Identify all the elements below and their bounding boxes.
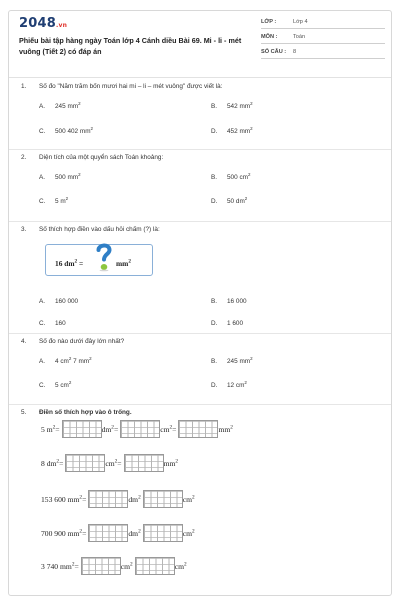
answer-box[interactable] xyxy=(135,557,175,575)
equation-left: 16 $dm^2$ = xyxy=(55,258,84,268)
exponent: 2 xyxy=(138,527,141,534)
fill-row-text: 3 740 $mm^2$ xyxy=(41,560,75,571)
divider xyxy=(9,221,391,222)
divider xyxy=(9,333,391,334)
fill-row xyxy=(41,490,195,508)
fill-row-text: = xyxy=(59,458,64,468)
fill-row xyxy=(41,524,195,542)
option-b[interactable]: B. 542 $mm^2$ xyxy=(211,100,253,110)
exponent: 2 xyxy=(130,560,133,567)
meta-subject: MÔN : Toán xyxy=(261,32,385,44)
fill-row-text: = xyxy=(172,424,177,434)
exponent: 2 xyxy=(71,560,75,567)
fill-row-text: $dm^2$ xyxy=(101,423,114,434)
exponent: 2 xyxy=(169,423,173,430)
fill-row-text: $cm^2$ xyxy=(160,423,173,434)
exponent: 2 xyxy=(192,527,195,534)
option-a[interactable]: A. 500 $mm^2$ xyxy=(39,171,81,181)
question-text: Số thích hợp điền vào dấu hỏi chấm (?) là: xyxy=(39,226,160,233)
fill-row-text: 8 $dm^2$ xyxy=(41,457,60,468)
header-divider xyxy=(9,77,391,78)
exponent: 2 xyxy=(79,527,83,534)
divider xyxy=(9,404,391,405)
answer-box[interactable] xyxy=(124,454,164,472)
fill-row xyxy=(41,420,233,438)
fill-row-text: = xyxy=(117,458,122,468)
exponent: 2 xyxy=(52,423,56,430)
answer-box[interactable] xyxy=(88,490,128,508)
exponent: 2 xyxy=(79,493,83,500)
question-mark-icon xyxy=(95,242,113,272)
option-d[interactable]: D. 452 $mm^2$ xyxy=(211,125,253,135)
exponent: 2 xyxy=(111,423,114,430)
exponent: 2 xyxy=(230,423,233,430)
question-text: Diện tích của một quyển sách Toán khoảng: xyxy=(39,154,164,161)
fill-row-text: $cm^2$ xyxy=(182,527,195,538)
option-a[interactable]: A. 160 000 xyxy=(39,298,79,305)
meta-grade: LỚP : Lớp 4 xyxy=(261,17,385,29)
fill-row xyxy=(41,454,178,472)
site-logo[interactable]: 2048.vn xyxy=(19,16,68,31)
meta-question-count: SỐ CÂU : 8 xyxy=(261,47,385,59)
option-b[interactable]: B. 245 $mm^2$ xyxy=(211,355,253,365)
option-c[interactable]: C. 500 402 $mm^2$ xyxy=(39,125,94,135)
fill-row-text: = xyxy=(113,424,119,434)
fill-row-text: $dm^2$ xyxy=(128,527,141,538)
worksheet-page: 2048.vn Phiếu bài tập hàng ngày Toán lớp 4 Cánh diều Bài 69. Mi - li - mét vuông (Tiết 2) có đáp án LỚP : Lớp 4 MÔN : Toán SỐ CÂU : 8 1. Số đo "Năm trăm bốn mươi hai mi – li – mét vuông" được viết là: A. 245 $mm^2$ B. 542 $mm^2$ C. 500 402 $mm^2$ D. 452 $mm^2$ 2. Diện tích của một quyển sách Toán khoảng: A. 500 $mm^2$ B. 500 $cm^2$ C. 5 $m^2$ D. 50 $dm^2$ 3. Số thích hợp điền vào dấu hỏi chấm (?) là: 16 $dm^2$ = $mm^2$ A. 160 000 B. 16 000 C. 160 D. 1 600 4. Số đo nào dưới đây lớn nhất? A. 4 $cm^2$ 7 $mm^2$ B. 245 $mm^2$ C. 5 $cm^2$ D. 12 $cm^2$ 5. Điền số thích hợp vào ô trống. 5 $m^2$ = $dm^2$ = $cm^2$ = $mm^2$ 8 $dm^2$ = $cm^2$ = $mm^2$ 153 600 $mm^2$ = $dm^2$ $cm^2$ 700 900 $mm^2$ = $dm^2$ $cm^2$ 3 740 $mm^2$ = $cm^2$ $cm^2$ xyxy=(8,10,392,596)
option-c[interactable]: C. 160 xyxy=(39,320,66,327)
option-d[interactable]: D. 1 600 xyxy=(211,320,243,327)
worksheet-header xyxy=(9,11,391,73)
fill-row-text: 5 $m^2$ xyxy=(41,423,56,434)
exponent: 2 xyxy=(114,457,118,464)
fill-row-text: $cm^2$ xyxy=(120,560,133,571)
option-a[interactable]: A. 4 $cm^2$ 7 $mm^2$ xyxy=(39,355,92,365)
divider xyxy=(9,149,391,150)
fill-row-text: = xyxy=(74,561,79,571)
fill-row-text: $cm^2$ xyxy=(105,457,118,468)
answer-box[interactable] xyxy=(143,524,183,542)
exponent: 2 xyxy=(183,560,187,567)
fill-row-text: 153 600 $mm^2$ xyxy=(41,493,83,504)
worksheet-title: Phiếu bài tập hàng ngày Toán lớp 4 Cánh diều Bài 69. Mi - li - mét vuông (Tiết 2) có đáp án xyxy=(19,36,242,56)
fill-row-text: $cm^2$ xyxy=(182,493,195,504)
equation-right: $mm^2$ xyxy=(116,258,131,268)
fill-row-text: = xyxy=(55,424,60,434)
option-d[interactable]: D. 12 $cm^2$ xyxy=(211,379,247,389)
exponent: 2 xyxy=(138,493,141,500)
option-d[interactable]: D. 50 $dm^2$ xyxy=(211,195,248,205)
fill-row-text: $cm^2$ xyxy=(174,560,187,571)
fill-row xyxy=(41,557,187,575)
fill-row-text: 700 900 $mm^2$ xyxy=(41,527,83,538)
answer-box[interactable] xyxy=(88,524,128,542)
equation-card xyxy=(45,244,153,276)
answer-box[interactable] xyxy=(81,557,121,575)
answer-box[interactable] xyxy=(65,454,105,472)
fill-row-text: $mm^2$ xyxy=(163,457,179,468)
answer-box[interactable] xyxy=(178,420,218,438)
option-c[interactable]: C. 5 $m^2$ xyxy=(39,195,69,205)
answer-box[interactable] xyxy=(143,490,183,508)
answer-box[interactable] xyxy=(120,420,160,438)
exponent: 2 xyxy=(56,457,60,464)
option-b[interactable]: B. 16 000 xyxy=(211,298,247,305)
exponent: 2 xyxy=(192,493,195,500)
fill-row-text: = xyxy=(82,494,87,504)
option-a[interactable]: A. 245 $mm^2$ xyxy=(39,100,81,110)
question-text: Số đo nào dưới đây lớn nhất? xyxy=(39,338,125,345)
question-text: Điền số thích hợp vào ô trống. xyxy=(39,409,132,416)
option-c[interactable]: C. 5 $cm^2$ xyxy=(39,379,72,389)
answer-box[interactable] xyxy=(62,420,102,438)
fill-row-text: $dm^2$ xyxy=(128,493,141,504)
exponent: 2 xyxy=(175,457,179,464)
fill-row-text: $mm^2$ xyxy=(218,423,233,434)
option-b[interactable]: B. 500 $cm^2$ xyxy=(211,171,251,181)
fill-row-text: = xyxy=(82,528,87,538)
question-text: Số đo "Năm trăm bốn mươi hai mi – li – mét vuông" được viết là: xyxy=(39,83,223,90)
